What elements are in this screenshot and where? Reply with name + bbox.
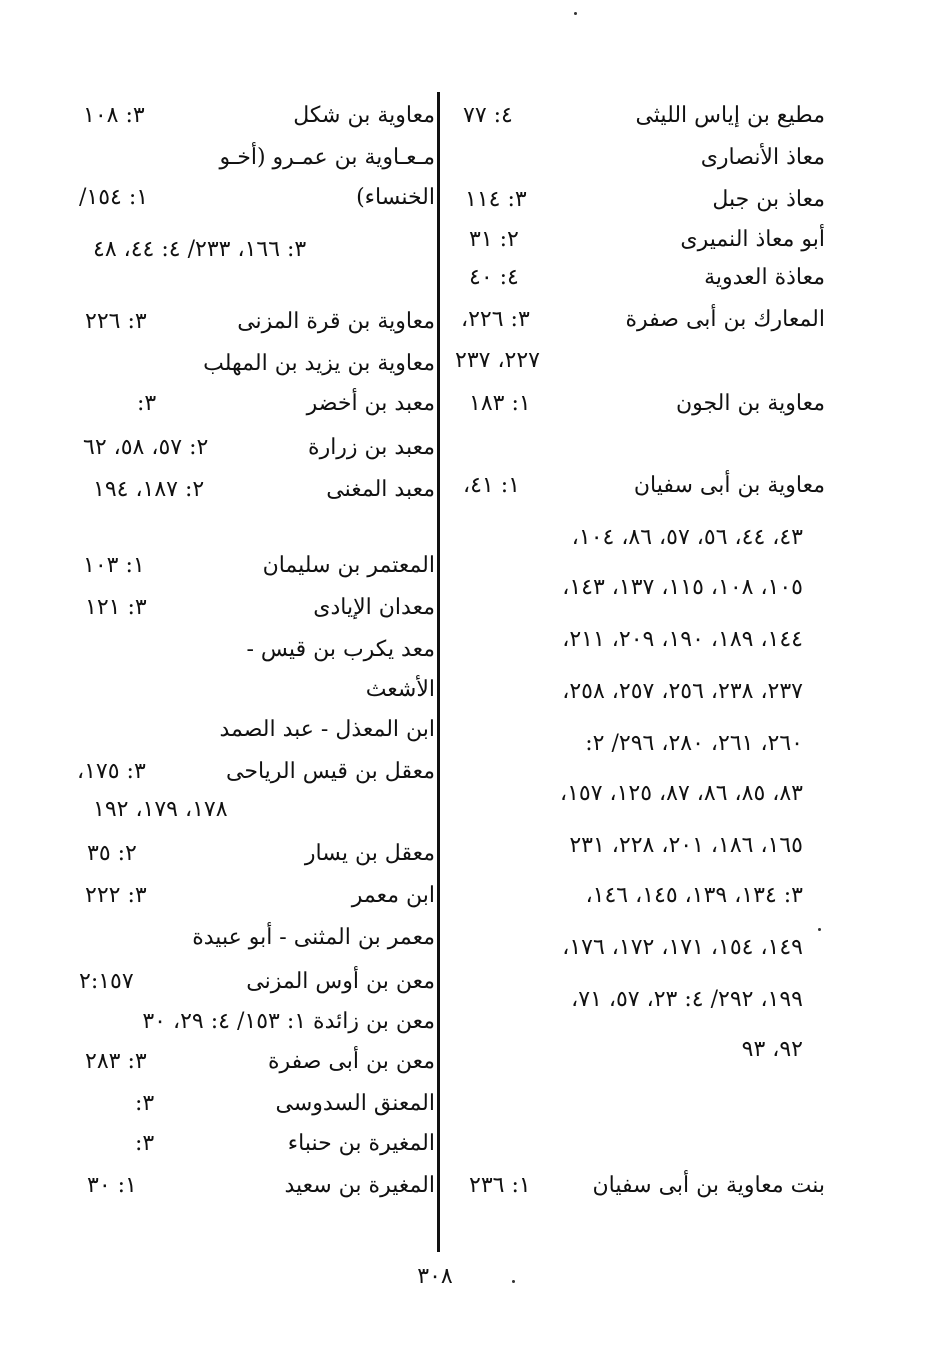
entry-name: معاذ الأنصارى bbox=[700, 145, 825, 170]
left-column bbox=[75, 0, 435, 1354]
entry-ref: ٣: ٢٢٢ bbox=[85, 883, 147, 908]
index-entry bbox=[75, 670, 435, 710]
index-entry bbox=[455, 138, 825, 178]
index-entry bbox=[75, 710, 435, 750]
index-entry bbox=[455, 384, 825, 424]
index-entry bbox=[75, 630, 435, 670]
entry-name: معن بن أبى صفرة bbox=[267, 1049, 435, 1074]
entry-name: معاوية بن الجون bbox=[675, 391, 825, 416]
index-entry bbox=[455, 466, 825, 506]
index-entry bbox=[75, 962, 435, 1002]
entry-ref: ١٧٨، ١٧٩، ١٩٢ bbox=[93, 797, 228, 822]
entry-name: مطيع بن إياس الليثى bbox=[635, 103, 825, 128]
index-entry bbox=[75, 470, 435, 510]
entry-name: ابن المعذل - عبد الصمد bbox=[219, 717, 435, 742]
entry-name: معاذة العدوية bbox=[704, 265, 825, 290]
entry-ref: ٢: ٣١ bbox=[469, 227, 519, 252]
continuation-line: ١٤٤، ١٨٩، ١٩٠، ٢٠٩، ٢١١، bbox=[562, 627, 803, 652]
entry-ref: ١: ١٠٣ bbox=[83, 553, 145, 578]
continuation-line: ٩٢، ٩٣ bbox=[741, 1037, 803, 1062]
entry-name: معد يكرب بن قيس - bbox=[246, 637, 435, 662]
entry-ref: ٣: ١٠٨ bbox=[83, 103, 145, 128]
continuation-line: ١٩٩، ٢٩٢/ ٤: ٢٣، ٥٧، ٧١، bbox=[571, 987, 803, 1012]
scan-speck bbox=[818, 928, 821, 931]
index-entry bbox=[75, 230, 435, 270]
entry-name: معن بن أوس المزنى bbox=[246, 969, 435, 994]
index-entry bbox=[455, 1166, 825, 1206]
index-entry bbox=[75, 790, 435, 830]
index-entry bbox=[75, 876, 435, 916]
entry-name: مـعـاوية بن عمـرو (أخـو bbox=[219, 145, 435, 170]
entry-ref: ٣: bbox=[135, 1131, 155, 1156]
index-entry bbox=[455, 96, 825, 136]
entry-name: ابن معمر bbox=[351, 883, 435, 908]
entry-ref: ٣: ٢٢٦، bbox=[461, 307, 530, 332]
continuation-line: ١٦٥، ١٨٦، ٢٠١، ٢٢٨، ٢٣١ bbox=[569, 833, 803, 858]
entry-name: المغيرة بن سعيد bbox=[284, 1173, 435, 1198]
entry-name: معاوية بن قرة المزنى bbox=[237, 309, 435, 334]
entry-ref: ٣: ١٢١ bbox=[85, 595, 147, 620]
right-column bbox=[455, 0, 825, 1354]
entry-name: المعنق السدوسى bbox=[275, 1091, 435, 1116]
continuation-line: ١٤٩، ١٥٤، ١٧١، ١٧٢، ١٧٦، bbox=[562, 935, 803, 960]
page-number: ٣٠٨ bbox=[417, 1264, 453, 1289]
index-entry bbox=[75, 178, 435, 218]
continuation-line: ٣: ١٣٤، ١٣٩، ١٤٥، ١٤٦، bbox=[585, 883, 803, 908]
continuation-line: ١٠٥، ١٠٨، ١١٥، ١٣٧، ١٤٣، bbox=[562, 575, 803, 600]
index-entry bbox=[75, 1084, 435, 1124]
entry-ref: ٢: ١٨٧، ١٩٤ bbox=[93, 477, 205, 502]
entry-name: معقل بن قيس الرياحى bbox=[226, 759, 435, 784]
index-entry bbox=[75, 834, 435, 874]
entry-name: معمر بن المثنى - أبو عبيدة bbox=[192, 925, 435, 950]
entry-ref: ٤: ٧٧ bbox=[463, 103, 513, 128]
index-entry bbox=[75, 302, 435, 342]
entry-ref: ١: ١٥٤/ bbox=[79, 185, 149, 210]
entry-name: أبو معاذ النميرى bbox=[680, 227, 825, 252]
index-entry bbox=[75, 588, 435, 628]
continuation-line: ٢٦٠، ٢٦١، ٢٨٠، ٢٩٦/ ٢: bbox=[585, 731, 803, 756]
entry-name: معن بن زائدة ١: ١٥٣/ ٤: ٢٩، ٣٠ bbox=[142, 1009, 435, 1034]
entry-name: معدان الإيادى bbox=[313, 595, 435, 620]
index-entry bbox=[75, 1042, 435, 1082]
entry-ref: ٣: ١٧٥، bbox=[77, 759, 146, 784]
entry-name: معبد بن زرارة bbox=[308, 435, 435, 460]
index-entry bbox=[455, 180, 825, 220]
entry-name: معاوية بن شكل bbox=[293, 103, 435, 128]
index-entry bbox=[75, 546, 435, 586]
entry-name: معاذ بن جبل bbox=[712, 187, 825, 212]
entry-name: المعارك بن أبى صفرة bbox=[625, 307, 825, 332]
entry-ref: ٣: bbox=[135, 1091, 155, 1116]
entry-name: المغيرة بن حنباء bbox=[287, 1131, 435, 1156]
index-entry bbox=[455, 341, 825, 381]
index-entry bbox=[75, 752, 435, 792]
entry-ref: ١: ٤١، bbox=[463, 473, 520, 498]
index-entry bbox=[75, 138, 435, 178]
entry-ref: ١: ٣٠ bbox=[87, 1173, 137, 1198]
index-entry bbox=[75, 1166, 435, 1206]
continuation-line: ٤٣، ٤٤، ٥٦، ٥٧، ٨٦، ١٠٤، bbox=[571, 525, 803, 550]
entry-ref: ٢:١٥٧ bbox=[79, 969, 134, 994]
index-entry bbox=[75, 1124, 435, 1164]
index-entry bbox=[455, 220, 825, 260]
index-entry bbox=[75, 96, 435, 136]
entry-name: معبد المغنى bbox=[326, 477, 435, 502]
index-entry bbox=[75, 918, 435, 958]
index-entry bbox=[75, 344, 435, 384]
index-entry bbox=[455, 300, 825, 340]
entry-ref: ٣: bbox=[137, 391, 157, 416]
entry-name: معبد بن أخضر bbox=[306, 391, 435, 416]
scan-speck bbox=[512, 1280, 515, 1283]
entry-name: معقل بن يسار bbox=[304, 841, 435, 866]
column-divider bbox=[437, 92, 440, 1252]
entry-ref: ٣: ٢٨٣ bbox=[85, 1049, 147, 1074]
entry-name: معاوية بن يزيد بن المهلب bbox=[203, 351, 435, 376]
entry-name: معاوية بن أبى سفيان bbox=[633, 473, 825, 498]
index-entry bbox=[75, 384, 435, 424]
index-entry bbox=[75, 1002, 435, 1042]
entry-ref: ٣: ١١٤ bbox=[465, 187, 527, 212]
entry-ref: ١: ٢٣٦ bbox=[469, 1173, 531, 1198]
entry-name: الأشعث bbox=[365, 677, 435, 702]
entry-ref: ٣: ١٦٦، ٢٣٣/ ٤: ٤٤، ٤٨ bbox=[93, 237, 307, 262]
entry-name: المعتمر بن سليمان bbox=[262, 553, 435, 578]
scan-speck bbox=[574, 12, 577, 15]
entry-ref: ٢: ٥٧، ٥٨، ٦٢ bbox=[83, 435, 209, 460]
entry-ref: ١: ١٨٣ bbox=[469, 391, 531, 416]
entry-ref: ٤: ٤٠ bbox=[469, 265, 519, 290]
index-entry bbox=[455, 258, 825, 298]
entry-ref: ٣: ٢٢٦ bbox=[85, 309, 147, 334]
entry-name: بنت معاوية بن أبى سفيان bbox=[592, 1173, 825, 1198]
entry-ref: ٢: ٣٥ bbox=[87, 841, 137, 866]
index-entry bbox=[75, 428, 435, 468]
entry-name: الخنساء) bbox=[356, 185, 435, 210]
continuation-line: ٢٣٧، ٢٣٨، ٢٥٦، ٢٥٧، ٢٥٨، bbox=[562, 679, 803, 704]
continuation-line: ٨٣، ٨٥، ٨٦، ٨٧، ١٢٥، ١٥٧، bbox=[559, 781, 803, 806]
entry-ref: ٢٢٧، ٢٣٧ bbox=[455, 348, 540, 373]
